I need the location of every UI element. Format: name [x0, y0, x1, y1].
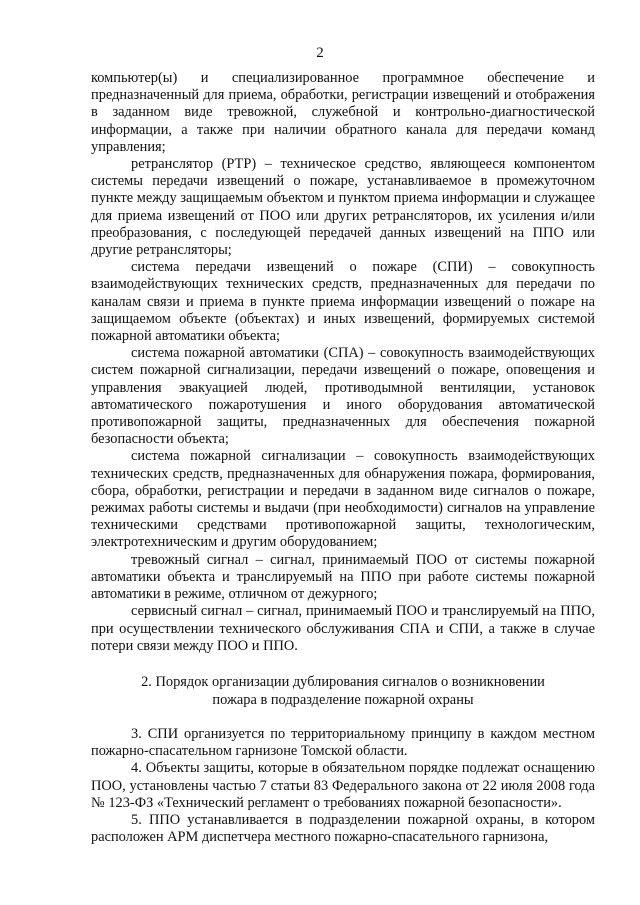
paragraph-arm-definition: компьютер(ы) и специализированное программное обеспечение и предназначенный для приема, обработки, регистрации извещений и отображения в заданном виде тревожной, служебной и контрольно-диагностической информации, а также при наличии обратного канала для передачи команд управления; [91, 70, 595, 155]
page-number: 2 [316, 45, 324, 61]
section-heading [91, 673, 595, 709]
paragraph-service-signal-definition: сервисный сигнал – сигнал, принимаемый ПОО и транслируемый на ППО, при осуществлении технического обслуживания СПА и СПИ, а также в случае потери связи между ПОО и ППО. [91, 603, 595, 654]
paragraph-rtr-definition: ретранслятор (РТР) – техническое средство, являющееся компонентом системы передачи извещений о пожаре, устанавливаемое в промежуточном пункте между защищаемым объектом и пунктом приема информации и служащее для приема извещений от ПОО или других ретрансляторов, их усиления и/или преобразования, с последующей передачей данных извещений на ППО или другие ретрансляторы; [91, 156, 595, 259]
paragraph-spa-definition: система пожарной автоматики (СПА) – совокупность взаимодействующих систем пожарной сигнализации, передачи извещений о пожаре, оповещения и управления эвакуацией людей, противодымной вентиляции, установок автоматического пожаротушения и иного оборудования автоматической противопожарной защиты, предназначенных для обеспечения пожарной безопасности объекта; [91, 345, 595, 448]
paragraph-item-5: 5. ППО устанавливается в подразделении пожарной охраны, в котором расположен АРМ диспетчера местного пожарно-спасательного гарнизона, [91, 811, 595, 846]
paragraph-alarm-signal-definition: тревожный сигнал – сигнал, принимаемый ПОО от системы пожарной автоматики объекта и транслируемый на ППО при работе системы пожарной автоматики в режиме, отличном от дежурного; [91, 551, 595, 603]
paragraph-alarm-system-definition: система пожарной сигнализации – совокупность взаимодействующих технических средств, предназначенных для обнаружения пожара, формирования, сбора, обработки, регистрации и передачи в заданном виде сигналов о пожаре, режимах работы системы и выдачи (при необходимости) сигналов на управление техническими средствами противопожарной защиты, технологическим, электротехническим и другим оборудованием; [91, 448, 595, 551]
paragraph-spi-definition: система передачи извещений о пожаре (СПИ) – совокупность взаимодействующих технических средств, предназначенных для передачи по каналам связи и приема в пункте приема информации извещений о пожаре на защищаемом объекте (объектах) и иных извещений, формируемых системой пожарной автоматики объекта; [91, 259, 595, 345]
paragraph-item-3: 3. СПИ организуется по территориальному принципу в каждом местном пожарно-спасательном гарнизоне Томской области. [91, 725, 595, 760]
paragraph-item-4: 4. Объекты защиты, которые в обязательном порядке подлежат оснащению ПОО, установлены частью 7 статьи 83 Федерального закона от 22 июля 2008 года № 123-ФЗ «Технический регламент о требованиях пожарной безопасности». [91, 760, 595, 811]
document-body [91, 70, 595, 846]
section-heading-line-1: 2. Порядок организации дублирования сигналов о возникновении [141, 673, 545, 690]
section-heading-line-2: пожара в подразделение пожарной охраны [212, 691, 474, 708]
